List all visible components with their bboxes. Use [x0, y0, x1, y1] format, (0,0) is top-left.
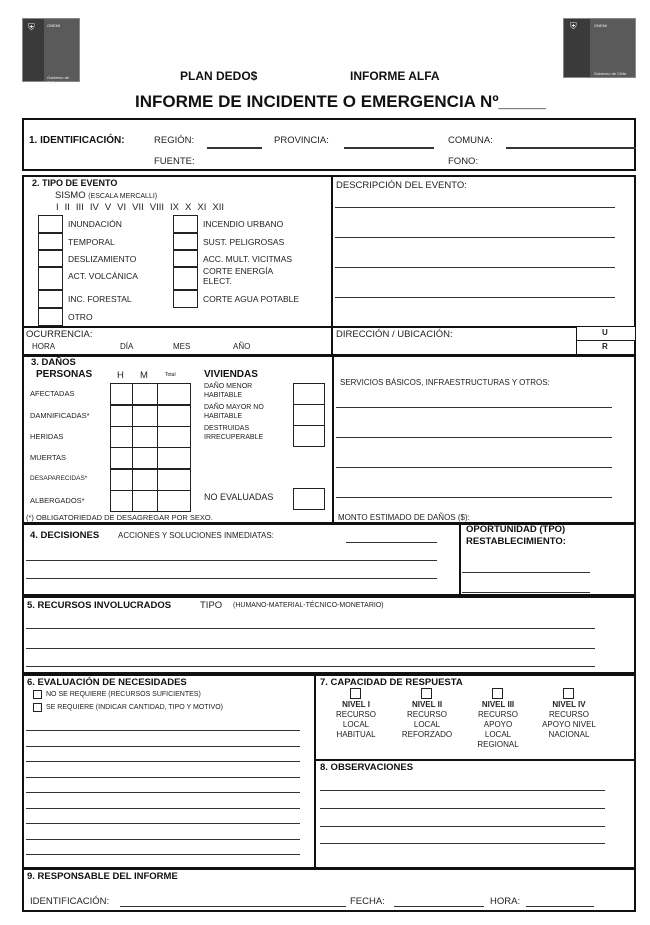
s3-title: 3. DAÑOS — [31, 357, 76, 368]
oportunidad-label: OPORTUNIDAD (TPO) — [466, 524, 566, 535]
event-checkbox[interactable] — [38, 250, 63, 267]
tipo-label: TIPO — [200, 600, 223, 611]
anio-label: AÑO — [233, 342, 251, 351]
urbano-checkbox[interactable]: U — [602, 328, 608, 337]
event-label: CORTE AGUA POTABLE — [203, 294, 300, 304]
nivel-option — [321, 700, 391, 740]
mercalli-grade[interactable]: VII — [132, 202, 144, 213]
nivel-name: NIVEL III — [481, 700, 515, 709]
comuna-field[interactable] — [506, 147, 636, 149]
event-label: INC. FORESTAL — [68, 294, 132, 304]
event-checkbox[interactable] — [173, 233, 198, 250]
personas-label: PERSONAS — [36, 369, 93, 380]
nivel-option — [463, 700, 533, 750]
event-checkbox[interactable] — [38, 215, 63, 233]
servicios-label: SERVICIOS BÁSICOS, INFRAESTRUCTURAS Y OTROS: — [340, 378, 550, 387]
vivienda-count-cell[interactable] — [293, 404, 325, 426]
s8-title: 8. OBSERVACIONES — [320, 762, 414, 773]
ocurrencia-label: OCURRENCIA: — [26, 329, 93, 340]
hora-label: HORA — [32, 342, 56, 351]
tipo-sub: (HUMANO-MATERIAL-TÉCNICO-MONETARIO) — [233, 602, 384, 609]
hora-label: HORA: — [490, 896, 521, 907]
fuente-label: FUENTE: — [154, 156, 195, 167]
onemi-logo-right — [563, 18, 636, 78]
damage-count-cell[interactable] — [157, 383, 191, 405]
descripcion-label: DESCRIPCIÓN DEL EVENTO: — [336, 180, 467, 191]
nivel-desc: RECURSO APOYO NIVEL NACIONAL — [542, 710, 596, 739]
nivel-option — [392, 700, 462, 740]
nivel-name: NIVEL IV — [552, 700, 586, 709]
mercalli-grade[interactable]: XII — [212, 202, 224, 213]
nivel-desc: RECURSO LOCAL HABITUAL — [335, 710, 376, 739]
s7-title: 7. CAPACIDAD DE RESPUESTA — [320, 677, 463, 688]
event-label: INCENDIO URBANO — [203, 219, 284, 229]
damage-count-cell[interactable] — [157, 426, 191, 448]
damage-count-cell[interactable] — [157, 405, 191, 427]
fecha-label: FECHA: — [350, 896, 385, 907]
event-label: TEMPORAL — [68, 237, 115, 247]
direccion-label: DIRECCIÓN / UBICACIÓN: — [336, 329, 453, 340]
nivel-desc: RECURSO APOYO LOCAL REGIONAL — [477, 710, 519, 749]
no-se-requiere-label: NO SE REQUIERE (RECURSOS SUFICIENTES) — [46, 691, 201, 698]
total-header: Total — [165, 372, 176, 378]
event-label: CORTE ENERGÍA ELECT. — [203, 266, 273, 286]
mercalli-grade[interactable]: I — [56, 202, 59, 213]
write-line[interactable] — [26, 792, 300, 793]
region-field[interactable] — [207, 147, 262, 149]
damage-count-cell[interactable] — [132, 469, 158, 491]
write-line[interactable] — [26, 730, 300, 731]
logo-gov: Gobierno de Chile — [47, 75, 70, 85]
h-header: H — [117, 370, 124, 381]
mercalli-scale — [56, 202, 230, 213]
write-line[interactable] — [26, 746, 300, 747]
damage-count-cell[interactable] — [132, 405, 158, 427]
acciones-label: ACCIONES Y SOLUCIONES INMEDIATAS: — [118, 531, 274, 540]
event-checkbox[interactable] — [173, 250, 198, 267]
damage-count-cell[interactable] — [132, 383, 158, 405]
damage-count-cell[interactable] — [157, 469, 191, 491]
s4-title: 4. DECISIONES — [30, 530, 100, 541]
mercalli-grade[interactable]: III — [75, 202, 84, 213]
event-checkbox[interactable] — [173, 267, 198, 290]
informe-label: INFORME ALFA — [350, 69, 440, 83]
vivienda-count-cell[interactable] — [293, 383, 325, 405]
se-requiere-checkbox[interactable] — [33, 703, 42, 712]
nivel-name: NIVEL II — [411, 700, 443, 709]
nivel-checkbox[interactable] — [492, 688, 503, 699]
no-se-requiere-checkbox[interactable] — [33, 690, 42, 699]
damage-count-cell[interactable] — [110, 405, 133, 427]
write-line[interactable] — [26, 839, 300, 840]
sismo-label: SISMO — [55, 190, 86, 201]
nota-sexo: (*) OBLIGATORIEDAD DE DESAGREGAR POR SEXO. — [26, 513, 213, 522]
vivienda-row-label: DAÑO MENOR HABITABLE — [204, 383, 253, 399]
vivienda-count-cell[interactable] — [293, 425, 325, 447]
monto-label: MONTO ESTIMADO DE DAÑOS ($): — [338, 513, 470, 522]
m-header: M — [140, 370, 148, 381]
damage-count-cell[interactable] — [132, 490, 158, 512]
damage-count-cell[interactable] — [110, 383, 133, 405]
damage-row-label: DAMNIFICADAS* — [30, 411, 90, 420]
mercalli-grade[interactable]: X — [185, 202, 192, 213]
identificacion-field[interactable] — [120, 906, 346, 907]
mercalli-grade[interactable]: IX — [170, 202, 180, 213]
mes-label: MES — [173, 342, 191, 351]
damage-row-label: DESAPARECIDAS* — [30, 475, 88, 482]
fecha-field[interactable] — [394, 906, 484, 907]
damage-row-label: ALBERGADOS* — [30, 496, 85, 505]
event-label: DESLIZAMIENTO — [68, 254, 137, 264]
s9-title: 9. RESPONSABLE DEL INFORME — [27, 871, 178, 882]
s6-title: 6. EVALUACIÓN DE NECESIDADES — [27, 677, 187, 688]
mercalli-grade[interactable]: V — [104, 202, 112, 213]
viviendas-label: VIVIENDAS — [204, 369, 258, 380]
no-evaluadas-checkbox[interactable] — [293, 488, 325, 510]
damage-count-cell[interactable] — [157, 490, 191, 512]
s2-title: 2. TIPO DE EVENTO — [32, 178, 118, 188]
dia-label: DÍA — [120, 342, 134, 351]
damage-count-cell[interactable] — [157, 447, 191, 469]
escala-label: (ESCALA MERCALLI) — [88, 193, 158, 200]
provincia-label: PROVINCIA: — [274, 135, 329, 146]
mercalli-grade[interactable]: II — [64, 202, 70, 213]
damage-count-cell[interactable] — [110, 490, 133, 512]
se-requiere-label: SE REQUIERE (INDICAR CANTIDAD, TIPO Y MOTIVO) — [46, 704, 223, 711]
mercalli-grade[interactable]: XI — [197, 202, 207, 213]
event-checkbox[interactable] — [173, 215, 198, 233]
no-evaluadas-label: NO EVALUADAS — [204, 492, 274, 502]
vivienda-row-label: DESTRUIDAS IRRECUPERABLE — [204, 425, 264, 441]
coat-of-arms-icon: ⛨ — [570, 21, 577, 31]
event-label: ACC. MULT. VICITMAS — [203, 254, 293, 264]
fono-label: FONO: — [448, 156, 479, 167]
region-label: REGIÓN: — [154, 135, 195, 146]
event-label: SUST. PELIGROSAS — [203, 237, 285, 247]
logo-gov: Gobierno de Chile — [594, 71, 627, 76]
event-label: ACT. VOLCÁNICA — [68, 271, 138, 281]
s1-title: 1. IDENTIFICACIÓN: — [29, 135, 125, 146]
event-checkbox[interactable] — [38, 267, 63, 290]
write-line[interactable] — [26, 823, 300, 824]
rural-checkbox[interactable]: R — [602, 342, 608, 351]
nivel-desc: RECURSO LOCAL REFORZADO — [401, 710, 453, 739]
damage-row-label: MUERTAS — [30, 453, 66, 462]
event-checkbox[interactable] — [173, 290, 198, 308]
damage-count-cell[interactable] — [132, 426, 158, 448]
write-line[interactable] — [26, 854, 300, 855]
coat-of-arms-icon: ⛨ — [28, 22, 35, 32]
damage-count-cell[interactable] — [110, 426, 133, 448]
event-checkbox[interactable] — [38, 290, 63, 308]
nivel-option — [534, 700, 604, 740]
write-line[interactable] — [26, 808, 300, 809]
onemi-logo-left — [22, 18, 80, 85]
hora-field[interactable] — [526, 906, 594, 907]
s5-title: 5. RECURSOS INVOLUCRADOS — [27, 600, 172, 611]
plan-label: PLAN DEDO$ — [180, 69, 258, 83]
mercalli-grade[interactable]: VI — [117, 202, 127, 213]
damage-row-label: HERIDAS — [30, 432, 64, 441]
identificacion-label: IDENTIFICACIÓN: — [30, 896, 110, 907]
logo-org: ONEMI — [47, 23, 61, 28]
damage-count-cell[interactable] — [132, 447, 158, 469]
nivel-checkbox[interactable] — [421, 688, 432, 699]
vivienda-row-label: DAÑO MAYOR NO HABITABLE — [204, 404, 264, 420]
provincia-field[interactable] — [344, 147, 434, 149]
nivel-checkbox[interactable] — [563, 688, 574, 699]
nivel-checkbox[interactable] — [350, 688, 361, 699]
mercalli-grade[interactable]: IV — [89, 202, 99, 213]
event-label: OTRO — [68, 312, 93, 322]
mercalli-grade[interactable]: VIII — [149, 202, 165, 213]
damage-count-cell[interactable] — [110, 469, 133, 491]
event-label: INUNDACIÓN — [68, 219, 122, 229]
write-line[interactable] — [26, 777, 300, 778]
logo-org: ONEMI — [594, 23, 608, 28]
comuna-label: COMUNA: — [448, 135, 493, 146]
event-checkbox[interactable] — [38, 308, 63, 326]
page-title: INFORME DE INCIDENTE O EMERGENCIA Nº_____ — [135, 92, 546, 111]
event-checkbox[interactable] — [38, 233, 63, 250]
damage-row-label: AFECTADAS — [30, 389, 75, 398]
write-line[interactable] — [26, 761, 300, 762]
damage-count-cell[interactable] — [110, 447, 133, 469]
nivel-name: NIVEL I — [342, 700, 370, 709]
restablecimiento-label: RESTABLECIMIENTO: — [466, 536, 566, 547]
